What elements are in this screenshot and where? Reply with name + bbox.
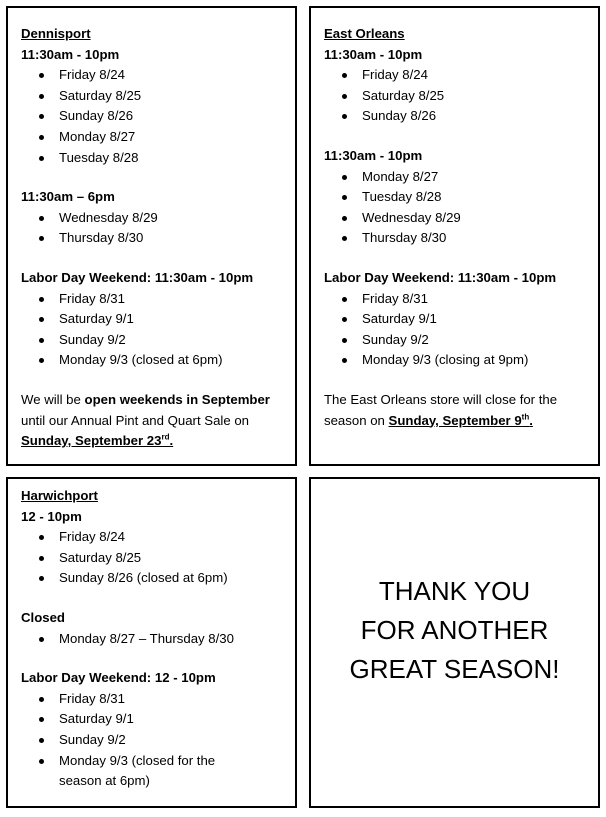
list-item: Sunday 8/26 (closed at 6pm) [59, 568, 295, 589]
day-list [21, 527, 295, 589]
east-orleans-box [309, 6, 600, 466]
hours-heading: Labor Day Weekend: 12 - 10pm [21, 670, 216, 686]
closing-date [389, 413, 533, 428]
thank-you-line: FOR ANOTHER [360, 615, 549, 645]
list-item: Saturday 9/1 [59, 709, 235, 730]
harwichport-box [6, 477, 297, 808]
day-list [324, 65, 598, 127]
thank-you-box [309, 477, 600, 808]
list-item: Monday 8/27 [59, 127, 295, 148]
list-item: Monday 9/3 (closing at 9pm) [362, 350, 598, 371]
list-item: Sunday 9/2 [362, 330, 598, 351]
hours-heading: 12 - 10pm [21, 508, 82, 524]
hours-heading: 11:30am - 10pm [21, 46, 120, 62]
thank-you-line: THANK YOU [378, 576, 531, 606]
date-period: . [169, 433, 174, 449]
list-item: Friday 8/24 [59, 527, 295, 548]
season-note [324, 390, 598, 431]
list-item: Tuesday 8/28 [59, 148, 295, 169]
list-item: Saturday 8/25 [362, 86, 598, 107]
store-title: Harwichport [21, 488, 98, 503]
closing-date [21, 433, 173, 448]
list-item: Sunday 9/2 [59, 730, 235, 751]
list-item: Wednesday 8/29 [59, 208, 295, 229]
list-item: Friday 8/31 [59, 289, 295, 310]
hours-heading: Labor Day Weekend: 11:30am - 10pm [21, 269, 254, 285]
closing-date-text: Sunday, September 23 [21, 433, 162, 449]
note-text: until our Annual Pint and Quart Sale on [21, 412, 250, 428]
list-item: Monday 8/27 [362, 167, 598, 188]
dennisport-box [6, 6, 297, 466]
list-item: Thursday 8/30 [362, 228, 598, 249]
day-list [324, 167, 598, 249]
list-item: Saturday 8/25 [59, 86, 295, 107]
store-title: East Orleans [324, 26, 405, 41]
day-list [21, 689, 295, 792]
day-list [21, 629, 295, 650]
date-suffix: th [521, 412, 530, 422]
hours-heading: 11:30am - 10pm [324, 46, 423, 62]
list-item: Friday 8/31 [362, 289, 598, 310]
thank-you-message [311, 572, 598, 689]
list-item: Monday 8/27 – Thursday 8/30 [59, 629, 295, 650]
list-item: Friday 8/24 [362, 65, 598, 86]
list-item: Friday 8/24 [59, 65, 295, 86]
note-text: We will be [21, 391, 85, 407]
hours-heading: Closed [21, 609, 65, 625]
list-item: Thursday 8/30 [59, 228, 295, 249]
list-item: Monday 9/3 (closed at 6pm) [59, 350, 295, 371]
list-item: Saturday 9/1 [362, 309, 598, 330]
date-period: . [529, 412, 533, 428]
day-list [21, 208, 295, 249]
list-item: Saturday 8/25 [59, 548, 295, 569]
note-bold-text: open weekends in September [84, 391, 270, 407]
thank-you-line: GREAT SEASON! [349, 654, 560, 684]
date-suffix: rd [161, 432, 170, 442]
list-item: Sunday 9/2 [59, 330, 295, 351]
list-item: Wednesday 8/29 [362, 208, 598, 229]
list-item: Saturday 9/1 [59, 309, 295, 330]
list-item: Monday 9/3 (closed for the season at 6pm) [59, 751, 235, 792]
list-item: Sunday 8/26 [59, 106, 295, 127]
list-item: Sunday 8/26 [362, 106, 598, 127]
hours-heading: 11:30am – 6pm [21, 189, 115, 205]
closing-date-text: Sunday, September 9 [388, 412, 522, 428]
day-list [324, 289, 598, 371]
day-list [21, 65, 295, 168]
list-item: Tuesday 8/28 [362, 187, 598, 208]
day-list [21, 289, 295, 371]
hours-heading: 11:30am - 10pm [324, 147, 423, 163]
store-title: Dennisport [21, 26, 91, 41]
note-text: The East Orleans store will close for the season on [324, 391, 558, 428]
list-item: Friday 8/31 [59, 689, 235, 710]
hours-heading: Labor Day Weekend: 11:30am - 10pm [324, 269, 557, 285]
season-note [21, 390, 295, 452]
